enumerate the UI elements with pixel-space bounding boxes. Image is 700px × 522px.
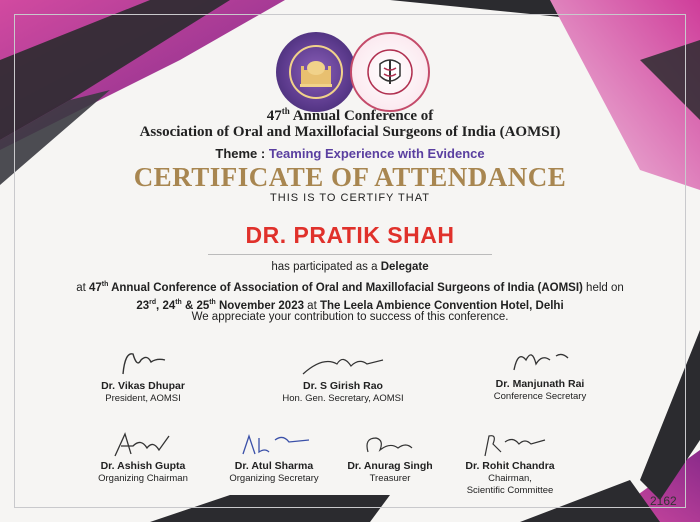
signatory-4 [78, 428, 208, 485]
venue-at: at [303, 299, 320, 312]
signatory-1 [68, 346, 218, 405]
signatory-role: President, AOMSI [105, 393, 181, 404]
participation-prefix: has participated as a [271, 261, 381, 273]
date-separator-1: , [156, 299, 163, 312]
signatory-name: Dr. S Girish Rao [303, 380, 383, 392]
signature-2 [293, 352, 393, 380]
caduceus-emblem-icon [364, 46, 416, 98]
date-suffix-3: th [209, 299, 216, 306]
conference-title [0, 106, 700, 125]
conference-title-rest: Annual Conference of [289, 108, 434, 124]
signature-4 [103, 428, 183, 460]
name-underline [208, 254, 492, 255]
participant-role: Delegate [380, 261, 429, 273]
signatory-role: Treasurer [369, 473, 411, 484]
signatory-name: Dr. Manjunath Rai [495, 378, 585, 390]
signatory-6 [334, 428, 446, 485]
signature-1 [103, 346, 183, 380]
signature-7 [465, 428, 555, 460]
certificate-serial-number: 2162 [650, 494, 677, 508]
event-ordinal: th [101, 281, 109, 288]
signatory-role: Organizing Secretary [229, 473, 319, 484]
date-suffix-2: th [175, 299, 182, 306]
conference-number: 47 [266, 108, 282, 124]
venue: The Leela Ambience Convention Hotel, Delhi [319, 299, 564, 312]
association-name: Association of Oral and Maxillofacial Surgeons of India (AOMSI) [139, 124, 561, 140]
signatory-name: Dr. Atul Sharma [234, 460, 314, 472]
recipient-name: DR. PRATIK SHAH [245, 222, 455, 248]
signatory-name: Dr. Rohit Chandra [465, 460, 555, 472]
signatory-role: Chairman, [488, 473, 532, 484]
ordinal-suffix: th [281, 106, 290, 116]
event-at: at [76, 281, 89, 294]
event-number: 47 [89, 281, 102, 294]
theme-value: Teaming Experience with Evidence [268, 146, 485, 161]
signature-3 [500, 344, 580, 378]
signatory-5 [214, 428, 334, 485]
signatory-name: Dr. Anurag Singh [347, 460, 433, 472]
date-day-3: 25 [196, 299, 210, 312]
event-name: Annual Conference of Association of Oral and Maxillofacial Surgeons of India (AOMSI) [108, 281, 583, 294]
held-on: held on [582, 281, 624, 294]
signatory-role-line2: Scientific Committee [466, 485, 554, 496]
certificate-heading: CERTIFICATE OF ATTENDANCE [133, 162, 567, 192]
theme-label: Theme : [215, 146, 269, 161]
theme-line [0, 146, 700, 161]
signatory-3 [470, 344, 610, 403]
signatory-name: Dr. Ashish Gupta [100, 460, 186, 472]
date-month-year: November 2023 [215, 299, 304, 312]
signatory-name: Dr. Vikas Dhupar [101, 380, 185, 392]
appreciation-line: We appreciate your contribution to success of this conference. [191, 311, 509, 323]
signatory-2 [258, 352, 428, 405]
date-day-2: 24 [162, 299, 176, 312]
date-suffix-1: rd [149, 299, 157, 306]
conference-logo [276, 32, 356, 112]
signatory-role: Conference Secretary [493, 391, 587, 402]
event-line [0, 277, 700, 296]
certify-text: THIS IS TO CERTIFY THAT [270, 192, 430, 204]
monument-icon [288, 44, 344, 100]
signature-6 [350, 428, 430, 460]
signatory-role: Hon. Gen. Secretary, AOMSI [282, 393, 404, 404]
participation-line [0, 260, 700, 275]
aomsi-logo [350, 32, 430, 112]
date-separator-2: & [181, 299, 197, 312]
signatory-role: Organizing Chairman [98, 473, 188, 484]
date-day-1: 23 [136, 299, 150, 312]
signature-5 [229, 428, 319, 460]
signatory-7 [450, 428, 570, 497]
